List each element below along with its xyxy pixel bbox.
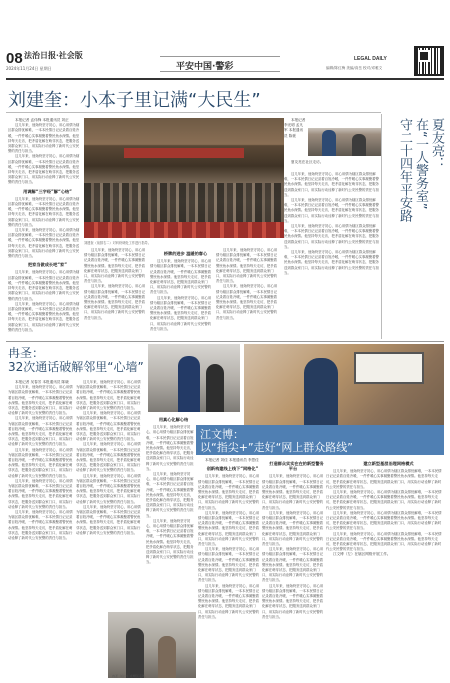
story2-column-1 — [284, 172, 380, 338]
photo-chairs — [84, 222, 284, 238]
body-paragraph: 这几年来，他始终坚守初心，用心用情为辖区群众排忧解难，一本本民情日记记录着百姓冷暖，一件件暖心实事凝聚着警民鱼水深情。他坚持每天走访，把矛盾化解在萌芽状态，把服务送到群众家门口，用实际行动诠释了新时代公安民警的责任与担当。 — [284, 172, 379, 197]
photo-figure — [158, 636, 176, 678]
story4-column-1 — [198, 458, 260, 680]
qr-code-icon[interactable] — [414, 46, 444, 76]
story1-column-4 — [216, 248, 280, 338]
story1-caption: 刘建奎（前排右二）对纠纷调处工作进行指导。 — [84, 241, 151, 245]
body-paragraph: 这几年来，他始终坚守初心，用心用情为辖区群众排忧解难，一本本民情日记记录着百姓冷暖，一件件暖心实事凝聚着警民鱼水深情。他坚持每天走访，把矛盾化解在萌芽状态，把服务送到群众家门口，用实际行动诠释了新时代公安民警的责任与担当。 — [326, 510, 442, 531]
body-paragraph: 这几年来，他始终坚守初心，用心用情为辖区群众排忧解难，一本本民情日记记录着百姓冷暖，一件件暖心实事凝聚着警民鱼水深情。他坚持每天走访，把矛盾化解在萌芽状态，把服务送到群众家门口，用实际行动诠释了新时代公安民警的责任与担当。 — [326, 490, 442, 510]
story4-column-3 — [326, 458, 444, 680]
story1-column-2 — [84, 248, 148, 338]
body-paragraph: 这几年来，他始终坚守初心，用心用情为辖区群众排忧解难，一本本民情日记记录着百姓冷暖，一件件暖心实事凝聚着警民鱼水深情。他坚持每天走访，把矛盾化解在萌芽状态，把服务送到群众家门口，用实际行动诠释了新时代公安民警的责任与担当。 — [326, 469, 442, 489]
divider — [6, 341, 444, 342]
body-paragraph: 这几年来，他始终坚守初心，用心用情为辖区群众排忧解难，一本本民情日记记录着百姓冷暖，一件件暖心实事凝聚着警民鱼水深情。他坚持每天走访，把矛盾化解在萌芽状态，把服务送到群众家门口，用实际行动诠释了新时代公安民警的责任与担当。 — [76, 504, 141, 535]
story1-subhead-a: 用调解“三字经”解“心结” — [23, 188, 72, 194]
body-paragraph: 这几年来，他始终坚守初心，用心用情为辖区群众排忧解难，一本本民情日记记录着百姓冷暖，一件件暖心实事凝聚着警民鱼水深情。他坚持每天走访，把矛盾化解在萌芽状态，把服务送到群众家门口，用实际行动诠释了新时代公安民警的责任与担当。 — [262, 547, 324, 583]
story1-subhead-b: 把家当做成长吧“家” — [27, 262, 67, 268]
photo-figure — [352, 134, 366, 156]
story3-caption: 冉圣（右一）在辖区走访。 — [112, 674, 149, 678]
body-paragraph: 这几年来，他始终坚守初心，用心用情为辖区群众排忧解难，一本本民情日记记录着百姓冷暖，一件件暖心实事凝聚着警民鱼水深情。他坚持每天走访，把矛盾化解在萌芽状态，把服务送到群众家门口，用实际行动诠释了新时代公安民警的责任与担当。 — [150, 295, 212, 331]
body-paragraph: 这几年来，他始终坚守初心，用心用情为辖区群众排忧解难，一本本民情日记记录着百姓冷暖，一件件暖心实事凝聚着警民鱼水深情。他坚持每天走访，把矛盾化解在萌芽状态，把服务送到群众家门口，用实际行动诠释了新时代公安民警的责任与担当。 — [262, 474, 324, 510]
body-paragraph: 这几年来，他始终坚守初心，用心用情为辖区群众排忧解难，一本本民情日记记录着百姓冷暖，一件件暖心实事凝聚着警民鱼水深情。他坚持每天走访，把矛盾化解在萌芽状态，把服务送到群众家门口，用实际行动诠释了新时代公安民警的责任与担当。 — [216, 248, 278, 284]
section-name: 平安中国·警彩 — [176, 62, 234, 72]
divider — [6, 112, 381, 113]
body-paragraph: 这几年来，他始终坚守初心，用心用情为辖区群众排忧解难，一本本民情日记记录着百姓冷暖，一件件暖心实事凝聚着警民鱼水深情。他坚持每天走访，把矛盾化解在萌芽状态，把服务送到群众家门口，用实际行动诠释了新时代公安民警的责任与担当。 — [146, 472, 194, 518]
body-paragraph: 这几年来，他始终坚守初心，用心用情为辖区群众排忧解难，一本本民情日记记录着百姓冷暖，一件件暖心实事凝聚着警民鱼水深情。他坚持每天走访，把矛盾化解在萌芽状态，把服务送到群众家门口，用实际行动诠释了新时代公安民警的责任与担当。 — [8, 228, 80, 259]
body-paragraph: 这几年来，他始终坚守初心，用心用情为辖区群众排忧解难，一本本民情日记记录着百姓冷暖，一件件暖心实事凝聚着警民鱼水深情。他坚持每天走访，把矛盾化解在萌芽状态，把服务送到群众家门口，用实际行动诠释了新时代公安民警的责任与担当。 — [8, 416, 73, 447]
body-paragraph: 这几年来，他始终坚守初心，用心用情为辖区群众排忧解难，一本本民情日记记录着百姓冷暖，一件件暖心实事凝聚着警民鱼水深情。他坚持每天走访，把矛盾化解在萌芽状态，把服务送到群众家门口，用实际行动诠释了新时代公安民警的责任与担当。 — [150, 259, 212, 295]
story1-byline: 本报记者 孟伟锋 本报通讯员 刘正 — [15, 118, 69, 122]
body-paragraph: 这几年来，他始终坚守初心，用心用情为辖区群众排忧解难，一本本民情日记记录着百姓冷暖，一件件暖心实事凝聚着警民鱼水深情。他坚持每天走访，把矛盾化解在萌芽状态，把服务送到群众家门口，用实际行动诠释了新时代公安民警的责任与担当。 — [198, 510, 260, 547]
body-paragraph: 这几年来，他始终坚守初心，用心用情为辖区群众排忧解难，一本本民情日记记录着百姓冷暖，一件件暖心实事凝聚着警民鱼水深情。他坚持每天走访，把矛盾化解在萌芽状态，把服务送到群众家门口，用实际行动诠释了新时代公安民警的责任与担当。 — [8, 478, 73, 509]
photo-screen — [354, 352, 424, 384]
story4-column-2 — [262, 458, 324, 680]
body-paragraph: 这几年来，他始终坚守初心，用心用情为辖区群众排忧解难，一本本民情日记记录着百姓冷暖，一件件暖心实事凝聚着警民鱼水深情。他坚持每天走访，把矛盾化解在萌芽状态，把服务送到群众家门口，用实际行动诠释了新时代公安民警的责任与担当。 — [8, 154, 80, 185]
story2-byline: 本报记者 李光明 孟凡军 本报通讯员 陈豪 — [284, 118, 306, 138]
body-paragraph: 这几年来，他始终坚守初心，用心用情为辖区群众排忧解难，一本本民情日记记录着百姓冷暖，一件件暖心实事凝聚着警民鱼水深情。他坚持每天走访，把矛盾化解在萌芽状态，把服务送到群众家门口，用实际行动诠释了新时代公安民警的责任与担当。 — [284, 224, 379, 249]
body-paragraph: 这几年来，他始终坚守初心，用心用情为辖区群众排忧解难，一本本民情日记记录着百姓冷暖，一件件暖心实事凝聚着警民鱼水深情。他坚持每天走访，把矛盾化解在萌芽状态，把服务送到群众家门口，用实际行动诠释了新时代公安民警的责任与担当。 — [326, 531, 442, 552]
body-paragraph: 这几年来，他始终坚守初心，用心用情为辖区群众排忧解难，一本本民情日记记录着百姓冷暖，一件件暖心实事凝聚着警民鱼水深情。他坚持每天走访，把矛盾化解在萌芽状态，把服务送到群众家门口，用实际行动诠释了新时代公安民警的责任与担当。 — [262, 510, 324, 547]
issue-date: 2024年11月24日 星期日 — [6, 66, 52, 71]
story1-column-1 — [8, 118, 80, 338]
story4-subhead-a: 创新构建线上线下“网格化” — [206, 466, 259, 472]
body-paragraph: 这几年来，他始终坚守初心，用心用情为辖区群众排忧解难，一本本民情日记记录着百姓冷暖，一件件暖心实事凝聚着警民鱼水深情。他坚持每天走访，把矛盾化解在萌芽状态，把服务送到群众家门口，用实际行动诠释了新时代公安民警的责任与担当。 — [84, 284, 146, 320]
story2-byline-wrap — [284, 118, 306, 158]
body-paragraph: 这几年来，他始终坚守初心，用心用情为辖区群众排忧解难，一本本民情日记记录着百姓冷暖，一件件暖心实事凝聚着警民鱼水深情。他坚持每天走访，把矛盾化解在萌芽状态，把服务送到群众家门口，用实际行动诠释了新时代公安民警的责任与担当。 — [8, 510, 73, 541]
body-paragraph: 这几年来，他始终坚守初心，用心用情为辖区群众排忧解难，一本本民情日记记录着百姓冷暖，一件件暖心实事凝聚着警民鱼水深情。他坚持每天走访，把矛盾化解在萌芽状态，把服务送到群众家门口，用实际行动诠释了新时代公安民警的责任与担当。 — [8, 123, 80, 154]
body-paragraph: 这几年来，他始终坚守初心，用心用情为辖区群众排忧解难，一本本民情日记记录着百姓冷暖，一件件暖心实事凝聚着警民鱼水深情。他坚持每天走访，把矛盾化解在萌芽状态，把服务送到群众家门口，用实际行动诠释了新时代公安民警的责任与担当。 — [198, 547, 260, 583]
story3-subhead: 用真心化解心结 — [158, 417, 189, 422]
page-number: 08 — [6, 50, 23, 67]
body-paragraph: 这几年来，他始终坚守初心，用心用情为辖区群众排忧解难，一本本民情日记记录着百姓冷暖，一件件暖心实事凝聚着警民鱼水深情。他坚持每天走访，把矛盾化解在萌芽状态，把服务送到群众家门口，用实际行动诠释了新时代公安民警的责任与担当。 — [216, 284, 278, 320]
story3-column-1 — [8, 380, 74, 680]
legal-daily-label: LEGAL DAILY — [354, 56, 387, 62]
photo-banner — [124, 148, 244, 158]
body-paragraph: 这几年来，他始终坚守初心，用心用情为辖区群众排忧解难，一本本民情日记记录着百姓冷暖，一件件暖心实事凝聚着警民鱼水深情。他坚持每天走访，把矛盾化解在萌芽状态，把服务送到群众家门口，用实际行动诠释了新时代公安民警的责任与担当。 — [8, 447, 73, 478]
masthead — [0, 0, 450, 78]
body-paragraph: 这几年来，他始终坚守初心，用心用情为辖区群众排忧解难，一本本民情日记记录着百姓冷暖，一件件暖心实事凝聚着警民鱼水深情。他坚持每天走访，把矛盾化解在萌芽状态，把服务送到群众家门口，用实际行动诠释了新时代公安民警的责任与担当。 — [76, 411, 141, 442]
story2-headline — [383, 118, 447, 343]
story1-headline: 刘建奎：小本子里记满“大民生” — [8, 90, 261, 111]
story3-photo-2 — [108, 612, 196, 678]
story2-caption-wrap — [284, 160, 379, 172]
body-paragraph: 这几年来，他始终坚守初心，用心用情为辖区群众排忧解难，一本本民情日记记录着百姓冷暖，一件件暖心实事凝聚着警民鱼水深情。他坚持每天走访，把矛盾化解在萌芽状态，把服务送到群众家门口，用实际行动诠释了新时代公安民警的责任与担当。 — [8, 385, 73, 416]
photo-figure — [322, 130, 336, 156]
story4-subhead-c: 建立新型基层治理网格模式 — [363, 461, 414, 466]
body-paragraph: 这几年来，他始终坚守初心，用心用情为辖区群众排忧解难，一本本民情日记记录着百姓冷暖，一件件暖心实事凝聚着警民鱼水深情。他坚持每天走访，把矛盾化解在萌芽状态，把服务送到群众家门口，用实际行动诠释了新时代公安民警的责任与担当。 — [198, 583, 260, 619]
story2-headline-line2: 在“一人警务室” — [413, 118, 428, 210]
body-paragraph: 这几年来，他始终坚守初心，用心用情为辖区群众排忧解难，一本本民情日记记录着百姓冷暖，一件件暖心实事凝聚着警民鱼水深情。他坚持每天走访，把矛盾化解在萌芽状态，把服务送到群众家门口，用实际行动诠释了新时代公安民警的责任与担当。 — [76, 380, 141, 411]
story3-headline — [8, 346, 144, 374]
body-paragraph: 这几年来，他始终坚守初心，用心用情为辖区群众排忧解难，一本本民情日记记录着百姓冷暖，一件件暖心实事凝聚着警民鱼水深情。他坚持每天走访，把矛盾化解在萌芽状态，把服务送到群众家门口，用实际行动诠释了新时代公安民警的责任与担当。 — [8, 196, 80, 227]
photo-figure — [206, 364, 224, 412]
body-paragraph: 这几年来，他始终坚守初心，用心用情为辖区群众排忧解难，一本本民情日记记录着百姓冷暖，一件件暖心实事凝聚着警民鱼水深情。他坚持每天走访，把矛盾化解在萌芽状态，把服务送到群众家门口，用实际行动诠释了新时代公安民警的责任与担当。 — [284, 250, 379, 275]
masthead-rule — [6, 78, 444, 80]
body-paragraph: 这几年来，他始终坚守初心，用心用情为辖区群众排忧解难，一本本民情日记记录着百姓冷暖，一件件暖心实事凝聚着警民鱼水深情。他坚持每天走访，把矛盾化解在萌芽状态，把服务送到群众家门口，用实际行动诠释了新时代公安民警的责任与担当。 — [76, 442, 141, 473]
body-paragraph: 这几年来，他始终坚守初心，用心用情为辖区群众排忧解难，一本本民情日记记录着百姓冷暖，一件件暖心实事凝聚着警民鱼水深情。他坚持每天走访，把矛盾化解在萌芽状态，把服务送到群众家门口，用实际行动诠释了新时代公安民警的责任与担当。 — [198, 474, 260, 510]
story4-subhead-b: 打造群众实实在在的新型警务平台 — [269, 461, 324, 472]
story4-photo — [244, 344, 444, 436]
body-paragraph: 这几年来，他始终坚守初心，用心用情为辖区群众排忧解难，一本本民情日记记录着百姓冷暖，一件件暖心实事凝聚着警民鱼水深情。他坚持每天走访，把矛盾化解在萌芽状态，把服务送到群众家门口，用实际行动诠释了新时代公安民警的责任与担当。 — [84, 248, 146, 284]
story2-headline-line3: 守二十四年平安路 — [397, 118, 412, 222]
divider — [381, 114, 382, 339]
story1-subhead-d: 桥牌的进步 温暖的春心 — [163, 251, 208, 256]
body-paragraph: 这几年来，他始终坚守初心，用心用情为辖区群众排忧解难，一本本民情日记记录着百姓冷暖，一件件暖心实事凝聚着警民鱼水深情。他坚持每天走访，把矛盾化解在萌芽状态，把服务送到群众家门口，用实际行动诠释了新时代公安民警的责任与担当。 — [146, 518, 194, 565]
photo-figure — [126, 628, 144, 678]
story4-byline: 本报记者 刘佳 本报通讯员 李思佳 — [205, 458, 259, 462]
photo-figure — [178, 356, 200, 412]
story1-column-3 — [150, 248, 214, 338]
story2-caption: 夏友亮在社区走访。 — [291, 160, 324, 164]
story4-headline-line2: 以“指尖+”走好“网上群众路线” — [200, 441, 354, 454]
body-paragraph: 这几年来，他始终坚守初心，用心用情为辖区群众排忧解难，一本本民情日记记录着百姓冷暖，一件件暖心实事凝聚着警民鱼水深情。他坚持每天走访，把矛盾化解在萌芽状态，把服务送到群众家门口，用实际行动诠释了新时代公安民警的责任与担当。 — [284, 198, 379, 223]
paper-name: 法治日报·社会版 — [24, 50, 83, 60]
body-paragraph: 这几年来，他始终坚守初心，用心用情为辖区群众排忧解难，一本本民情日记记录着百姓冷暖，一件件暖心实事凝聚着警民鱼水深情。他坚持每天走访，把矛盾化解在萌芽状态，把服务送到群众家门口，用实际行动诠释了新时代公安民警的责任与担当。 — [8, 270, 80, 301]
story4-headline — [200, 428, 353, 454]
story3-column-3 — [146, 414, 194, 610]
story4-caption: 江文博（左）在辖区网格开展工作。 — [333, 552, 391, 557]
story3-byline: 本报记者 吴春芳 本报通讯员 陈晓 — [15, 380, 69, 384]
story2-photo — [308, 120, 382, 156]
story3-headline-line1: 冉圣： — [8, 346, 45, 360]
body-paragraph: 这几年来，他始终坚守初心，用心用情为辖区群众排忧解难，一本本民情日记记录着百姓冷暖，一件件暖心实事凝聚着警民鱼水深情。他坚持每天走访，把矛盾化解在萌芽状态，把服务送到群众家门口，用实际行动诠释了新时代公安民警的责任与担当。 — [146, 425, 194, 471]
body-paragraph: 这几年来，他始终坚守初心，用心用情为辖区群众排忧解难，一本本民情日记记录着百姓冷暖，一件件暖心实事凝聚着警民鱼水深情。他坚持每天走访，把矛盾化解在萌芽状态，把服务送到群众家门口，用实际行动诠释了新时代公安民警的责任与担当。 — [8, 301, 80, 332]
body-paragraph: 这几年来，他始终坚守初心，用心用情为辖区群众排忧解难，一本本民情日记记录着百姓冷暖，一件件暖心实事凝聚着警民鱼水深情。他坚持每天走访，把矛盾化解在萌芽状态，把服务送到群众家门口，用实际行动诠释了新时代公安民警的责任与担当。 — [262, 583, 324, 619]
story3-headline-line2: 32次通话破解邻里“心墙” — [8, 360, 144, 374]
editor-credits: 编辑/陈红梅 美编/高岳 校对/邓雅文 — [326, 66, 383, 70]
story1-photo — [84, 118, 284, 238]
story3-photo — [148, 344, 240, 412]
body-paragraph: 这几年来，他始终坚守初心，用心用情为辖区群众排忧解难，一本本民情日记记录着百姓冷暖，一件件暖心实事凝聚着警民鱼水深情。他坚持每天走访，把矛盾化解在萌芽状态，把服务送到群众家门口，用实际行动诠释了新时代公安民警的责任与担当。 — [76, 473, 141, 504]
story4-headline-line1: 江文博： — [200, 428, 244, 441]
story2-headline-line1: 夏友亮： — [429, 118, 444, 170]
